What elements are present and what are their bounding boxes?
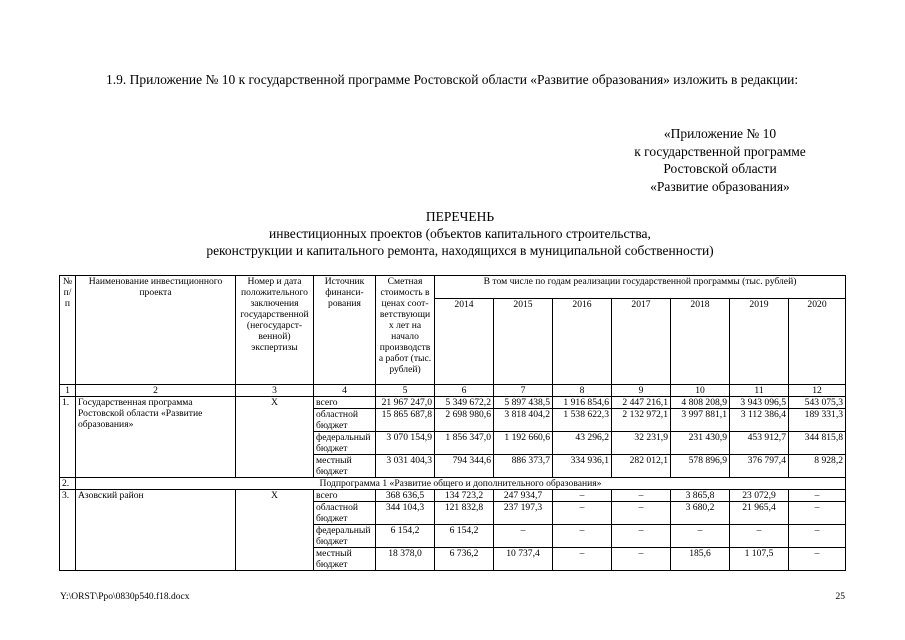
year-value: 3 112 386,4 [730, 409, 789, 432]
header-year: 2016 [553, 299, 612, 385]
year-value: 4 808 208,9 [671, 397, 730, 409]
expertise-value: Х [236, 397, 314, 478]
col-number: 11 [730, 385, 789, 397]
year-value: 6 154,2 [435, 525, 494, 548]
cost-value: 6 154,2 [376, 525, 435, 548]
header-source: Источник финанси-рования [314, 276, 376, 385]
year-value: – [612, 490, 671, 502]
year-value: 10 737,4 [494, 548, 553, 571]
col-number: 5 [376, 385, 435, 397]
footer-file-path: Y:\ORST\Ppo\0830p540.f18.docx [60, 592, 190, 602]
header-year: 2015 [494, 299, 553, 385]
year-value: 453 912,7 [730, 432, 789, 455]
year-value: – [494, 525, 553, 548]
year-value: – [789, 525, 846, 548]
header-expertise: Номер и дата положительного заключения государственной (негосударст-венной) экспертизы [236, 276, 314, 385]
year-value: 21 965,4 [730, 502, 789, 525]
year-value: 1 538 622,3 [553, 409, 612, 432]
header-year: 2019 [730, 299, 789, 385]
year-value: 886 373,7 [494, 455, 553, 478]
year-value: 1 856 347,0 [435, 432, 494, 455]
column-numbers-row [60, 385, 846, 397]
funding-source: областной бюджет [314, 502, 376, 525]
row-num: 2. [60, 478, 76, 490]
year-value: 344 815,8 [789, 432, 846, 455]
year-value: 1 107,5 [730, 548, 789, 571]
year-value: – [789, 548, 846, 571]
col-number: 8 [553, 385, 612, 397]
appendix-line-3: Ростовской области [663, 161, 777, 176]
table-row [60, 490, 846, 502]
cost-value: 368 636,5 [376, 490, 435, 502]
year-value: 231 430,9 [671, 432, 730, 455]
header-year: 2018 [671, 299, 730, 385]
year-value: – [612, 525, 671, 548]
year-value: 247 934,7 [494, 490, 553, 502]
funding-source: местный бюджет [314, 548, 376, 571]
year-value: 2 447 216,1 [612, 397, 671, 409]
year-value: – [553, 548, 612, 571]
year-value: – [553, 525, 612, 548]
year-value: – [553, 502, 612, 525]
year-value: – [612, 502, 671, 525]
header-year: 2020 [789, 299, 846, 385]
funding-source: федеральный бюджет [314, 432, 376, 455]
intro-text: Приложение № 10 к государственной программе Ростовской области «Развитие образования» изложить в редакции: [129, 72, 799, 87]
cost-value: 3 070 154,9 [376, 432, 435, 455]
col-number: 4 [314, 385, 376, 397]
year-value: 134 723,2 [435, 490, 494, 502]
row-num: 1. [60, 397, 76, 478]
cost-value: 3 031 404,3 [376, 455, 435, 478]
year-value: 578 896,9 [671, 455, 730, 478]
year-value: 3 943 096,5 [730, 397, 789, 409]
col-number: 6 [435, 385, 494, 397]
year-value: 5 349 672,2 [435, 397, 494, 409]
year-value: 1 192 660,6 [494, 432, 553, 455]
year-value: 3 680,2 [671, 502, 730, 525]
year-value: 1 916 854,6 [553, 397, 612, 409]
title-line-3: реконструкции и капитального ремонта, находящихся в муниципальной собственности) [206, 243, 714, 258]
year-value: – [789, 502, 846, 525]
year-value: – [789, 490, 846, 502]
year-value: 8 928,2 [789, 455, 846, 478]
year-value: 23 072,9 [730, 490, 789, 502]
header-name: Наименование инвестиционного проекта [76, 276, 236, 385]
year-value: 121 832,8 [435, 502, 494, 525]
year-value: – [553, 490, 612, 502]
col-number: 3 [236, 385, 314, 397]
year-value: 543 075,3 [789, 397, 846, 409]
cost-value: 15 865 687,8 [376, 409, 435, 432]
appendix-line-1: «Приложение № 10 [663, 126, 777, 141]
funding-source: местный бюджет [314, 455, 376, 478]
col-number: 7 [494, 385, 553, 397]
year-value: 3 997 881,1 [671, 409, 730, 432]
appendix-line-2: к государственной программе [634, 143, 806, 159]
year-value: 2 132 972,1 [612, 409, 671, 432]
year-value: 334 936,1 [553, 455, 612, 478]
row-num: 3. [60, 490, 76, 571]
investment-projects-table [59, 275, 846, 571]
header-cost: Сметная стоимость в ценах соот-ветствующих лет на начало производства работ (тыс. рублей) [376, 276, 435, 385]
title-line-1: ПЕРЕЧЕНЬ [425, 209, 495, 224]
title-line-2: инвестиционных проектов (объектов капитального строительства, [269, 226, 651, 241]
year-value: 3 865,8 [671, 490, 730, 502]
expertise-value: Х [236, 490, 314, 571]
funding-source: областной бюджет [314, 409, 376, 432]
col-number: 1 [60, 385, 76, 397]
header-year: 2017 [612, 299, 671, 385]
year-value: 794 344,6 [435, 455, 494, 478]
year-value: 185,6 [671, 548, 730, 571]
year-value: 3 818 404,2 [494, 409, 553, 432]
cost-value: 21 967 247,0 [376, 397, 435, 409]
header-years-group: В том числе по годам реализации государственной программы (тыс. рублей) [435, 276, 846, 299]
funding-source: всего [314, 490, 376, 502]
year-value: 237 197,3 [494, 502, 553, 525]
header-year: 2014 [435, 299, 494, 385]
year-value: 43 296,2 [553, 432, 612, 455]
intro-number: 1.9. [106, 72, 127, 87]
col-number: 12 [789, 385, 846, 397]
col-number: 9 [612, 385, 671, 397]
year-value: – [671, 525, 730, 548]
appendix-line-4: «Развитие образования» [650, 178, 790, 194]
project-name: Азовский район [76, 490, 236, 571]
cost-value: 18 378,0 [376, 548, 435, 571]
col-number: 2 [76, 385, 236, 397]
subprogram-title: Подпрограмма 1 «Развитие общего и дополнительного образования» [76, 478, 846, 490]
intro-paragraph [60, 70, 860, 89]
year-value: 5 897 438,5 [494, 397, 553, 409]
year-value: 32 231,9 [612, 432, 671, 455]
table-row [60, 397, 846, 409]
footer-page-number: 25 [835, 592, 845, 602]
project-name: Государственная программа Ростовской области «Развитие образования» [76, 397, 236, 478]
subprogram-row [60, 478, 846, 490]
year-value: – [730, 525, 789, 548]
cost-value: 344 104,3 [376, 502, 435, 525]
funding-source: всего [314, 397, 376, 409]
header-num: № п/п [60, 276, 76, 385]
year-value: 189 331,3 [789, 409, 846, 432]
header-row-top [60, 276, 846, 299]
funding-source: федеральный бюджет [314, 525, 376, 548]
year-value: 2 698 980,6 [435, 409, 494, 432]
year-value: 6 736,2 [435, 548, 494, 571]
year-value: 376 797,4 [730, 455, 789, 478]
appendix-header [600, 125, 840, 195]
year-value: 282 012,1 [612, 455, 671, 478]
col-number: 10 [671, 385, 730, 397]
document-title [110, 208, 810, 259]
year-value: – [612, 548, 671, 571]
